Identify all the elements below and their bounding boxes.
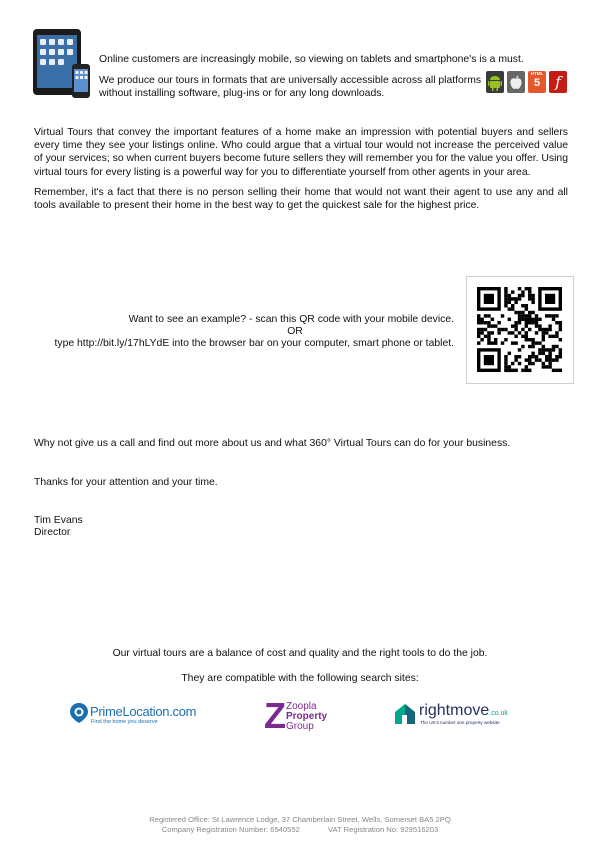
qr-instruction-scan: Want to see an example? - scan this QR code with your mobile device.: [128, 314, 454, 325]
body-paragraph-1: Virtual Tours that convey the important features of a home make an impression with potential buyers and sellers every time they see your listings online. Who could argue that a virtual tour would not increase the perceived value of your services; so when current buyers become future sellers they will remember you for the value you offer. Using virtual tours for every listing is a powerful way for you to differentiate yourself from other agents in your area.: [34, 127, 568, 178]
platform-icons: [486, 71, 568, 95]
html5-caption: HTML: [530, 71, 544, 76]
primelocation-icon: [68, 702, 90, 724]
rightmove-name: [419, 702, 508, 722]
primelocation-tagline: Find the home you deserve: [91, 719, 158, 725]
rightmove-house-icon: [394, 702, 416, 726]
qr-code-icon: [467, 277, 573, 383]
compatible-text: They are compatible with the following search sites:: [181, 673, 419, 684]
flash-label: f: [555, 73, 561, 91]
zoopla-letter: Z: [264, 695, 286, 736]
primelocation-logo[interactable]: [68, 702, 203, 730]
primelocation-name: PrimeLocation.com: [90, 704, 197, 719]
flash-icon: [549, 71, 567, 93]
tablet-phone-icon: [32, 28, 92, 100]
apple-icon: [507, 71, 525, 93]
zoopla-logo[interactable]: [264, 695, 344, 736]
call-to-action: Why not give us a call and find out more about us and what 360° Virtual Tours can do for your business.: [34, 438, 511, 449]
android-icon: [486, 71, 504, 93]
footer-office: Registered Office: St Lawrence Lodge, 37 Chamberlain Street, Wells, Somerset BA5 2PQ: [149, 815, 451, 824]
zoopla-line3: Group: [286, 721, 314, 732]
qr-code[interactable]: [466, 276, 574, 384]
footer-company: Company Registration Number: 6540552: [161, 825, 300, 834]
devices-image: [32, 28, 92, 100]
mobile-customers-text: Online customers are increasingly mobile, so viewing on tablets and smartphone's is a must.: [99, 54, 524, 65]
signatory-name: Tim Evans: [34, 515, 83, 526]
signatory-title: Director: [34, 527, 71, 538]
footer-registration: [0, 825, 600, 835]
qr-instruction-url: type http://bit.ly/17hLYdE into the browser bar on your computer, smart phone or tablet.: [54, 338, 454, 349]
rightmove-wordmark: rightmove: [419, 702, 490, 719]
body-paragraph-2: Remember, it's a fact that there is no person selling their home that would not want their agent to use any and all tools available to present their home in the best way to get the quickest sale for the highest price.: [34, 187, 568, 212]
rightmove-logo[interactable]: [394, 702, 524, 730]
rightmove-tagline: The UK's number one property website: [420, 720, 500, 725]
html5-label: 5: [533, 77, 541, 89]
zoopla-line2: Property: [286, 711, 328, 722]
zoopla-line1: Zoopla: [286, 701, 317, 712]
footer-vat: VAT Registration No: 929516203: [328, 825, 439, 834]
rightmove-suffix: .co.uk: [489, 710, 508, 717]
formats-text: We produce our tours in formats that are universally accessible across all platforms without installing software, plug-ins or for any long downloads.: [99, 75, 482, 99]
balance-text: Our virtual tours are a balance of cost and quality and the right tools to do the job.: [112, 648, 488, 659]
html5-icon: [528, 71, 546, 93]
qr-instruction-or: OR: [287, 326, 303, 337]
thanks-text: Thanks for your attention and your time.: [34, 477, 218, 488]
